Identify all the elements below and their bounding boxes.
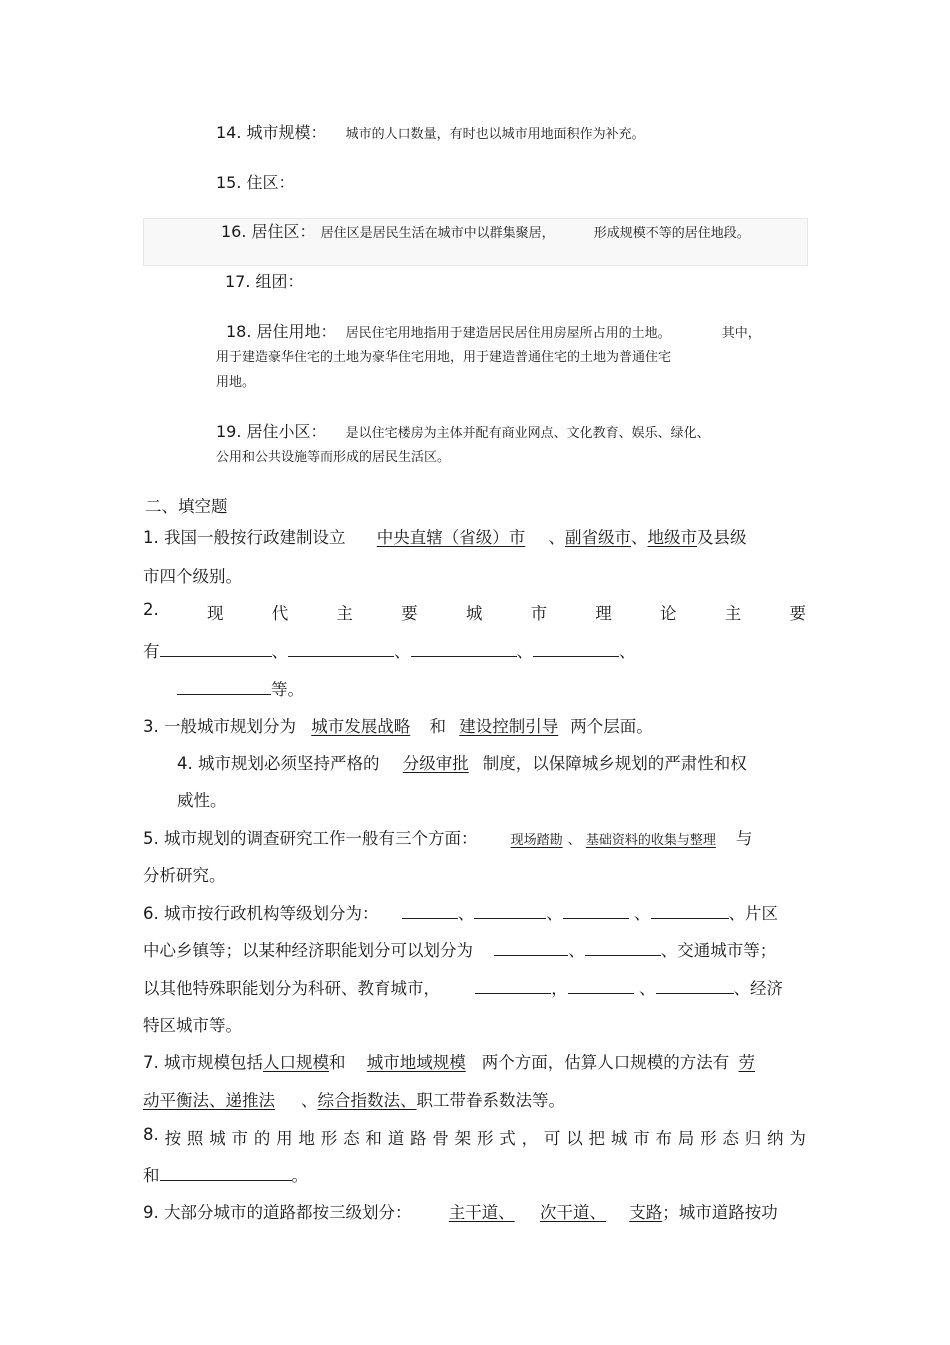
question-7-line2 xyxy=(143,1087,565,1111)
question-9 xyxy=(143,1199,778,1223)
definition-19-line2: 公用和公共设施等而形成的居民生活区。 xyxy=(216,450,451,465)
definition-text: 其中， xyxy=(721,326,761,341)
question-text: 、经济 xyxy=(733,979,783,998)
question-char: 论 xyxy=(660,604,677,623)
question-2-line3 xyxy=(177,676,304,700)
question-char: 照 xyxy=(186,1129,204,1148)
question-text: 以其他特殊职能划分为科研、教育城市， xyxy=(143,979,440,998)
question-text: ；城市道路按功 xyxy=(662,1203,778,1222)
question-char: 理 xyxy=(595,604,612,623)
question-char: 8. xyxy=(143,1125,159,1144)
question-4 xyxy=(177,750,747,774)
question-text: 1. 我国一般按行政建制设立 xyxy=(143,528,346,547)
question-text: 与 xyxy=(735,829,753,848)
term: 14. 城市规模： xyxy=(216,123,327,142)
definition-17: 17. 组团： xyxy=(225,272,304,291)
answer: 人口规模 xyxy=(263,1053,329,1072)
question-char: 和 xyxy=(365,1129,382,1148)
question-char: 态 xyxy=(343,1129,360,1148)
question-text: 5. 城市规划的调查研究工作一般有三个方面： xyxy=(143,829,478,848)
question-8-line2 xyxy=(143,1162,308,1186)
separator: 、 xyxy=(619,642,636,661)
question-text: 3. 一般城市规划分为 xyxy=(143,717,296,736)
separator: 、 xyxy=(271,642,288,661)
answer: 建设控制引导 xyxy=(459,717,559,736)
question-7 xyxy=(143,1049,755,1073)
separator: 、 xyxy=(548,528,565,547)
question-char: 架 xyxy=(454,1129,472,1148)
question-text: 有 xyxy=(143,642,160,661)
question-char: 形 xyxy=(476,1129,494,1148)
question-char: 要 xyxy=(789,604,806,623)
question-char: 用 xyxy=(276,1129,293,1148)
term: 19. 居住小区： xyxy=(216,422,327,441)
question-6-line3: 以其他特殊职能划分为科研、教育城市， ， 、 、经济 xyxy=(143,979,783,998)
answer-blank[interactable] xyxy=(585,941,661,956)
answer-blank[interactable] xyxy=(177,680,271,695)
question-char: 把 xyxy=(588,1129,605,1148)
question-3 xyxy=(143,713,653,737)
question-text: 制度，以保障城乡规划的严肃性和权 xyxy=(482,754,747,773)
question-text: 两个方面，估算人口规模的方法有 xyxy=(481,1053,730,1072)
question-6-line2: 中心乡镇等；以某种经济职能划分可以划分为 、 、交通城市等； xyxy=(143,941,777,960)
question-char: 可 xyxy=(543,1129,561,1148)
question-char: 道 xyxy=(387,1129,405,1148)
question-text: 9. 大部分城市的道路都按三级划分： xyxy=(143,1203,412,1222)
definition-text: 形成规模不等的居住地段。 xyxy=(593,226,750,241)
term: 18. 居住用地： xyxy=(226,322,337,341)
question-2-line1 xyxy=(143,600,806,624)
term: 16. 居住区： xyxy=(221,222,316,241)
question-text: 等。 xyxy=(271,680,304,699)
answer-blank[interactable] xyxy=(474,904,546,919)
question-char: 以 xyxy=(566,1129,583,1148)
answer-blank[interactable] xyxy=(288,642,394,657)
answer: 副省级市 xyxy=(565,528,631,547)
question-text: 两个层面。 xyxy=(570,717,653,736)
question-char: 的 xyxy=(253,1129,271,1148)
question-4-line2: 威性。 xyxy=(177,791,227,810)
question-char: 城 xyxy=(209,1129,226,1148)
separator: 、 xyxy=(567,833,581,848)
question-text: 职工带眷系数法等。 xyxy=(416,1091,565,1110)
question-text: 片区 xyxy=(745,904,778,923)
answer-blank[interactable] xyxy=(533,642,619,657)
answer: 综合指数法、 xyxy=(317,1091,417,1110)
answer: 地级市 xyxy=(647,528,697,547)
question-char: 式 xyxy=(499,1129,516,1148)
definition-18-line2: 用于建造豪华住宅的土地为豪华住宅用地，用于建造普通住宅的土地为普通住宅 xyxy=(216,350,672,365)
question-5 xyxy=(143,825,752,849)
question-text: 中心乡镇等；以某种经济职能划分可以划分为 xyxy=(143,941,473,960)
question-char: 城 xyxy=(610,1129,628,1148)
question-char: 纳 xyxy=(767,1129,784,1148)
answer-blank[interactable] xyxy=(651,904,729,919)
question-char: 布 xyxy=(655,1129,672,1148)
answer: 分级审批 xyxy=(402,754,469,773)
answer: 城市发展战略 xyxy=(311,717,411,736)
definition-18 xyxy=(226,319,761,342)
answer-blank[interactable] xyxy=(402,904,458,919)
answer-blank[interactable] xyxy=(656,979,734,994)
separator: 、 xyxy=(301,1091,318,1110)
question-char: 地 xyxy=(298,1129,315,1148)
question-2-line2 xyxy=(143,638,636,662)
section-title: 二、填空题 xyxy=(145,497,228,516)
definition-text: 是以住宅楼房为主体并配有商业网点、文化教育、娱乐、绿化、 xyxy=(345,426,710,441)
definition-15: 15. 住区： xyxy=(216,173,295,192)
separator: 、 xyxy=(631,528,648,547)
question-text: 、交通城市等； xyxy=(660,941,777,960)
question-char: 主 xyxy=(724,604,742,623)
answer: 主干道、 xyxy=(448,1203,515,1222)
definition-text: 居住区是居民生活在城市中以群集聚居， xyxy=(320,226,555,241)
question-text: 和 xyxy=(429,717,446,736)
question-char: 市 xyxy=(231,1129,248,1148)
question-text: 4. 城市规划必须坚持严格的 xyxy=(177,754,380,773)
question-char: 2. xyxy=(143,600,159,619)
question-char: 为 xyxy=(789,1129,806,1148)
question-char: 归 xyxy=(744,1129,762,1148)
question-8-line1 xyxy=(143,1125,806,1149)
answer: 基础资料的收集与整理 xyxy=(585,833,716,848)
answer-blank[interactable] xyxy=(160,1166,292,1181)
question-6-line4: 特区城市等。 xyxy=(143,1016,242,1035)
answer: 动平衡法、递推法 xyxy=(143,1091,275,1110)
question-char: 城 xyxy=(465,604,483,623)
question-char: 市 xyxy=(530,604,548,623)
question-5-line2: 分析研究。 xyxy=(143,866,226,885)
question-text: 6. 城市按行政机构等级划分为： xyxy=(143,904,379,923)
answer: 支路 xyxy=(629,1203,663,1222)
question-char: 按 xyxy=(164,1129,182,1148)
definition-text: 城市的人口数量，有时也以城市用地面积作为补充。 xyxy=(345,127,645,142)
question-char: 形 xyxy=(700,1129,717,1148)
answer-blank[interactable] xyxy=(563,904,629,919)
question-char: 主 xyxy=(336,604,353,623)
answer: 城市地域规模 xyxy=(366,1053,466,1072)
question-char: 形 xyxy=(320,1129,338,1148)
answer: 劳 xyxy=(738,1053,755,1072)
separator: 、 xyxy=(394,642,411,661)
question-text: 7. 城市规模包括 xyxy=(143,1053,263,1072)
question-char: 代 xyxy=(271,604,289,623)
definition-18-line3: 用地。 xyxy=(216,375,256,390)
question-1 xyxy=(143,524,747,548)
question-char: 局 xyxy=(677,1129,695,1148)
answer-blank[interactable] xyxy=(568,979,634,994)
answer: 次干道、 xyxy=(540,1203,606,1222)
question-text: 和 xyxy=(329,1053,346,1072)
definition-19 xyxy=(216,419,710,442)
question-6-line1: 6. 城市按行政机构等级划分为： 、 、 、 、片区 xyxy=(143,904,778,923)
definition-14 xyxy=(216,120,645,143)
question-text: 和 xyxy=(143,1166,160,1185)
question-char: 现 xyxy=(206,604,224,623)
answer-blank[interactable] xyxy=(475,979,551,994)
question-char: 骨 xyxy=(432,1129,449,1148)
question-text: 。 xyxy=(291,1166,308,1185)
separator: 、 xyxy=(516,642,533,661)
answer: 中央直辖（省级）市 xyxy=(376,528,526,547)
definition-text: 居民住宅用地指用于建造居民居住用房屋所占用的土地。 xyxy=(345,326,671,341)
question-char: 市 xyxy=(633,1129,650,1148)
question-char: 要 xyxy=(401,604,418,623)
question-1-line2: 市四个级别。 xyxy=(143,567,242,586)
definition-16 xyxy=(221,219,750,242)
answer: 现场踏勘 xyxy=(510,833,563,848)
answer-blank[interactable] xyxy=(160,642,272,657)
question-char: 态 xyxy=(722,1129,739,1148)
question-char: ， xyxy=(521,1129,539,1148)
answer-blank[interactable] xyxy=(411,642,517,657)
question-char: 路 xyxy=(410,1129,427,1148)
question-text: 及县级 xyxy=(697,528,747,547)
answer-blank[interactable] xyxy=(494,941,568,956)
